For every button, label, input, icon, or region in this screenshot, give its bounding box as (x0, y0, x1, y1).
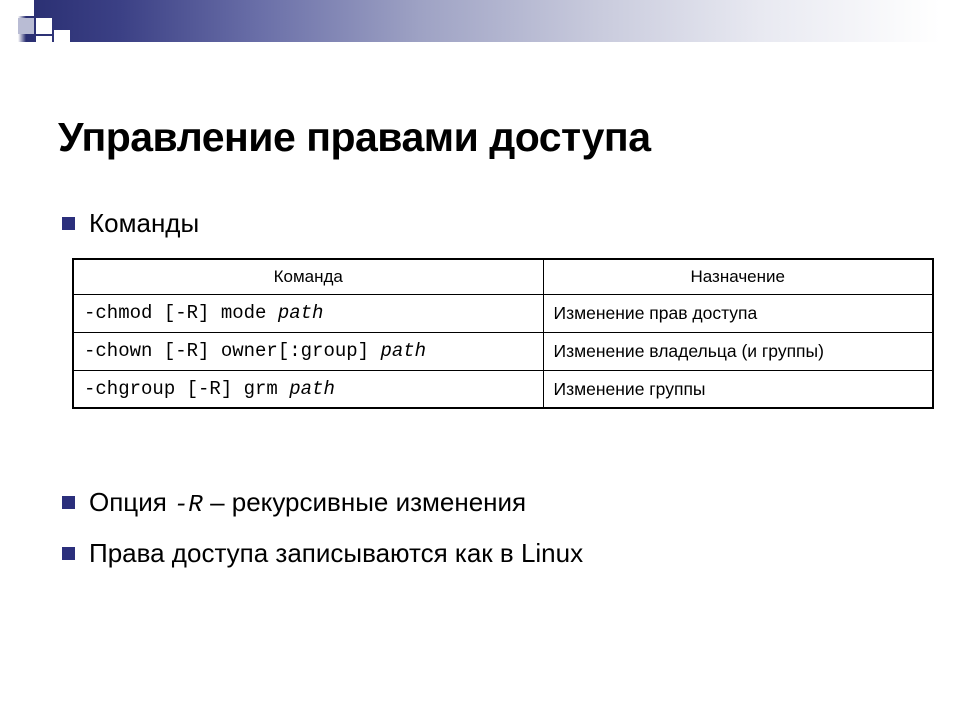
bullet-square-icon (62, 217, 75, 230)
command-path-arg: path (277, 302, 324, 324)
bullet-label: Команды (89, 208, 200, 238)
command-text: -chgroup [-R] grm (84, 377, 290, 400)
cell-description: Изменение владельца (и группы) (543, 332, 933, 370)
cell-command (73, 370, 543, 408)
band-square-1 (18, 0, 34, 16)
band-square-4 (36, 36, 52, 42)
command-text: -chown [-R] owner[:group] (84, 339, 381, 362)
command-path-arg: path (380, 339, 427, 362)
command-path-arg: path (289, 377, 335, 400)
cell-description: Изменение группы (543, 370, 933, 408)
command-text: -chmod [-R] mode (84, 302, 278, 324)
table-row (73, 332, 933, 370)
cell-description: Изменение прав доступа (543, 295, 933, 333)
band-square-left-mask (0, 0, 18, 42)
decorative-header-band (0, 0, 960, 42)
table-header-row (73, 259, 933, 295)
bullet-square-icon (62, 496, 75, 509)
bullet-mono-flag: -R (174, 492, 203, 519)
band-square-3 (36, 18, 52, 34)
bullet-item-permissions-linux (62, 538, 583, 569)
bullet-label: Права доступа записываются как в Linux (89, 538, 584, 568)
bullet-suffix: – рекурсивные изменения (202, 487, 527, 517)
table-row (73, 295, 933, 333)
table-row (73, 370, 933, 408)
bullet-item-recursive-option (62, 487, 526, 521)
cell-command (73, 332, 543, 370)
band-square-5 (54, 30, 70, 42)
bullet-item-commands (62, 208, 199, 239)
commands-table (72, 258, 934, 409)
band-square-2 (18, 18, 34, 34)
bullet-prefix: Опция (89, 487, 175, 517)
column-header-command: Команда (73, 259, 543, 295)
bullet-square-icon (62, 547, 75, 560)
cell-command (73, 295, 543, 333)
page-title: Управление правами доступа (58, 114, 651, 161)
column-header-purpose: Назначение (543, 259, 933, 295)
bullet-label (89, 487, 526, 521)
